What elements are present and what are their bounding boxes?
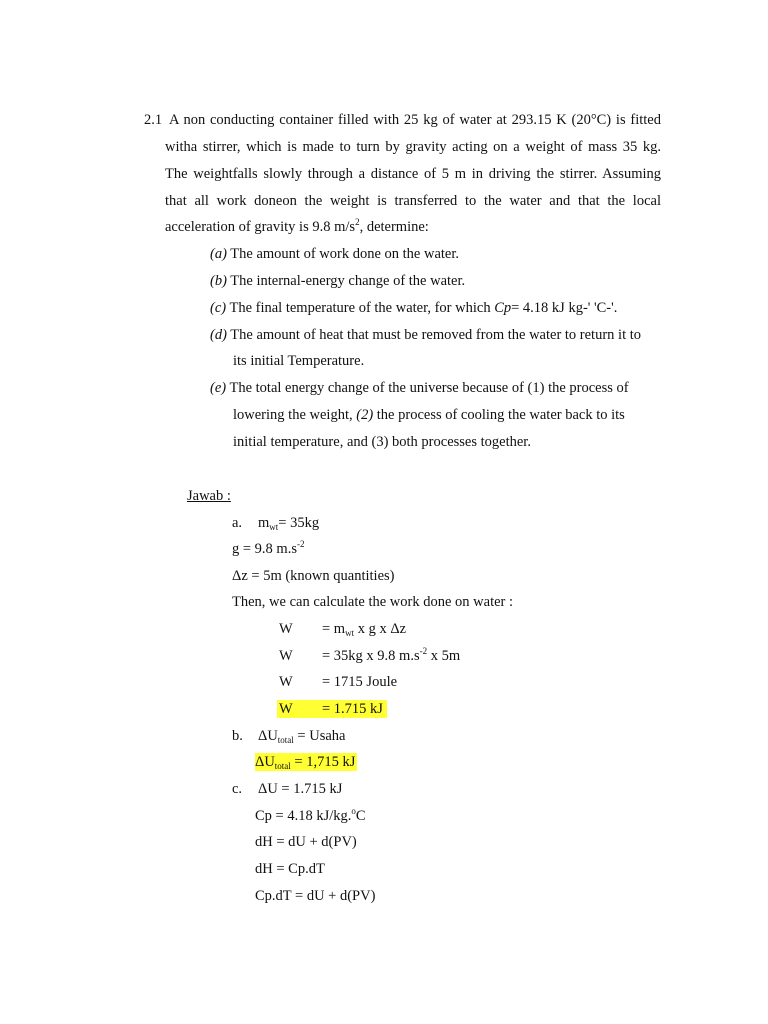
answer-c-dh1: dH = dU + d(PV) (255, 834, 357, 850)
answer-heading: Jawab : (187, 488, 231, 504)
problem-line-2: witha stirrer, which is made to turn by gravity acting on a weight of mass 35 kg. (165, 139, 661, 155)
problem-line-1: A non conducting container filled with 25 kg of water at 293.15 K (20°C) is fitted (169, 112, 661, 128)
problem-number: 2.1 (144, 112, 163, 128)
problem-line-3: The weightfalls slowly through a distance of 5 m in driving the stirrer. Assuming (165, 166, 661, 182)
item-d-line-2: its initial Temperature. (233, 353, 365, 369)
answer-a-g: g = 9.8 $m.s^{-2}$ (232, 539, 305, 557)
answer-a-dz: Δz = 5m (known quantities) (232, 568, 395, 584)
item-c: (c) The final temperature of the water, for which Cp= 4.18 kJ kg-' 'C-'. (210, 300, 618, 316)
item-e-line-3: initial temperature, and (3) both processes together. (233, 434, 531, 450)
answer-c-cpdt: Cp.dT = dU + d(PV) (255, 888, 376, 904)
problem-line-5: acceleration of gravity is 9.8 $m/s^2$, determine: (165, 217, 429, 235)
answer-a-mwt: a. $m_{wt}= 35kg$ (232, 515, 320, 532)
problem-line-4: that all work doneon the weight is transferred to the water and that the local (165, 193, 661, 209)
answer-a-then: Then, we can calculate the work done on water : (232, 594, 514, 610)
item-e-line-2: lowering the weight, (2) the process of cooling the water back to its (233, 407, 625, 423)
answer-b-result: $\Delta U_{total} = 1,715$ kJ (255, 754, 356, 771)
item-a: (a) The amount of work done on the water. (210, 246, 460, 262)
answer-b-du: b. $\Delta U_{total}$ = Usaha (232, 728, 346, 745)
item-e-line-1: (e) The total energy change of the universe because of (1) the process of (210, 380, 629, 396)
item-b: (b) The internal-energy change of the water. (210, 273, 466, 289)
answer-c-du: c. ΔU = 1.715 kJ (232, 781, 343, 797)
item-d-line-1: (d) The amount of heat that must be removed from the water to return it to (210, 327, 642, 343)
answer-c-dh2: dH = Cp.dT (255, 861, 325, 877)
answer-c-cp: Cp = 4.18 kJ/kg.$^o$C (255, 806, 366, 824)
